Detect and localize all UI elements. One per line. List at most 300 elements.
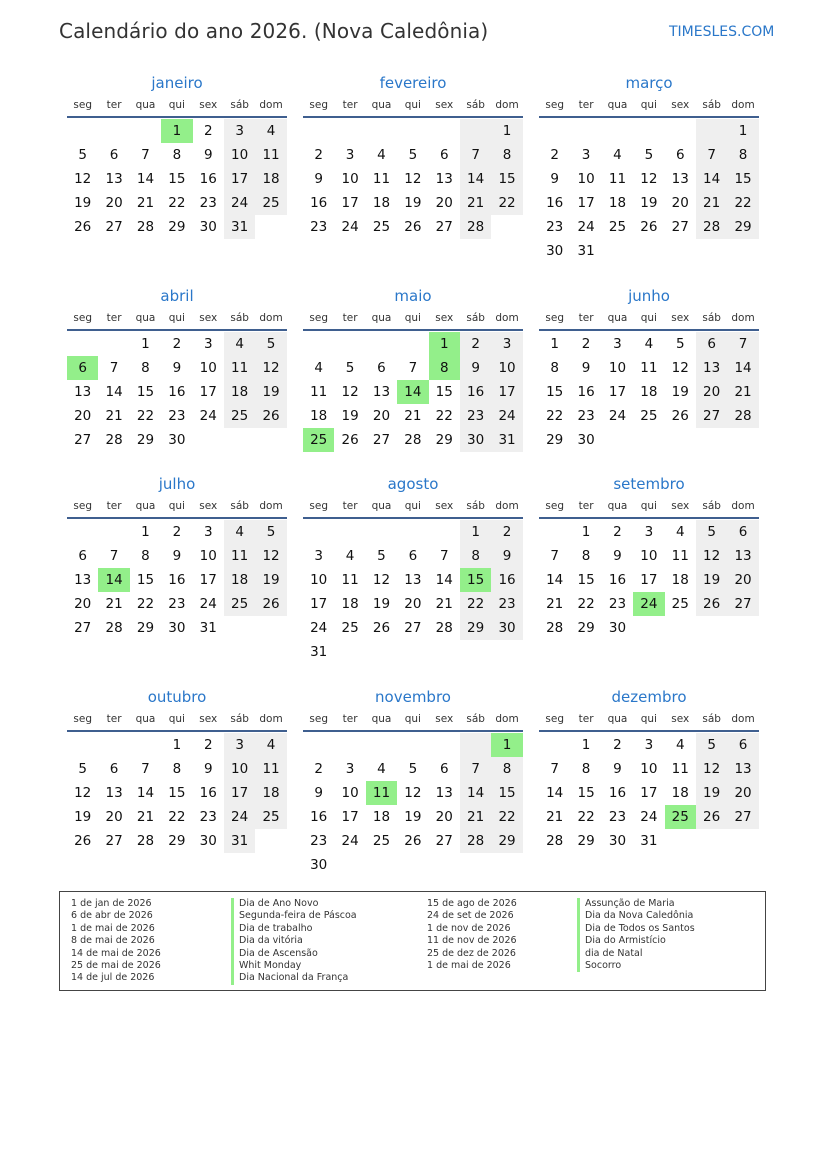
day-cell[interactable]: 23 <box>168 596 186 612</box>
day-cell[interactable]: 23 <box>491 592 522 616</box>
day-cell[interactable]: 2 <box>314 147 323 163</box>
day-cell[interactable]: 18 <box>310 408 328 424</box>
day-cell[interactable]: 22 <box>491 805 522 829</box>
day-cell[interactable]: 22 <box>460 592 491 616</box>
day-cell[interactable]: 28 <box>105 620 123 636</box>
day-cell[interactable]: 17 <box>224 781 255 805</box>
day-cell[interactable]: 9 <box>172 360 182 376</box>
day-cell[interactable]: 1 <box>141 336 150 352</box>
day-cell[interactable]: 12 <box>255 356 286 380</box>
day-cell[interactable]: 25 <box>665 805 696 829</box>
day-cell[interactable]: 2 <box>581 336 591 352</box>
day-cell[interactable]: 6 <box>377 360 386 376</box>
day-cell[interactable]: 15 <box>168 785 186 801</box>
day-cell[interactable]: 30 <box>608 620 627 636</box>
day-cell[interactable]: 13 <box>727 544 758 568</box>
day-cell[interactable]: 29 <box>577 620 595 636</box>
day-cell[interactable]: 22 <box>491 191 522 215</box>
day-cell[interactable]: 4 <box>255 733 286 757</box>
day-cell[interactable]: 7 <box>696 143 727 167</box>
day-cell[interactable]: 8 <box>460 544 491 568</box>
day-cell[interactable]: 12 <box>404 171 422 187</box>
day-cell[interactable]: 27 <box>435 219 453 235</box>
day-cell[interactable]: 23 <box>310 833 328 849</box>
day-cell[interactable]: 28 <box>546 620 564 636</box>
day-cell[interactable]: 10 <box>577 171 595 187</box>
day-cell[interactable]: 11 <box>224 544 255 568</box>
day-cell[interactable]: 26 <box>74 219 92 235</box>
day-cell[interactable]: 3 <box>224 733 255 757</box>
day-cell[interactable]: 15 <box>491 781 522 805</box>
day-cell[interactable]: 12 <box>404 785 422 801</box>
day-cell[interactable]: 6 <box>439 761 449 777</box>
day-cell[interactable]: 9 <box>203 761 213 777</box>
day-cell[interactable]: 24 <box>199 596 217 612</box>
day-cell[interactable]: 27 <box>696 404 727 428</box>
day-cell[interactable]: 17 <box>608 384 627 400</box>
day-cell[interactable]: 30 <box>577 432 595 448</box>
day-cell[interactable]: 10 <box>199 360 217 376</box>
day-cell[interactable]: 14 <box>98 568 129 592</box>
day-cell[interactable]: 20 <box>105 809 123 825</box>
day-cell[interactable]: 24 <box>199 408 217 424</box>
day-cell[interactable]: 12 <box>671 360 689 376</box>
day-cell[interactable]: 2 <box>203 123 213 139</box>
day-cell[interactable]: 8 <box>727 143 758 167</box>
day-cell[interactable]: 1 <box>581 524 591 540</box>
day-cell[interactable]: 16 <box>577 384 595 400</box>
day-cell[interactable]: 14 <box>546 785 564 801</box>
day-cell[interactable]: 30 <box>460 428 491 452</box>
day-cell[interactable]: 21 <box>105 408 123 424</box>
day-cell[interactable]: 18 <box>671 785 689 801</box>
day-cell[interactable]: 13 <box>105 171 123 187</box>
day-cell[interactable]: 18 <box>372 809 391 825</box>
day-cell[interactable]: 8 <box>491 757 522 781</box>
day-cell[interactable]: 20 <box>372 408 391 424</box>
day-cell[interactable]: 8 <box>491 143 522 167</box>
day-cell[interactable]: 18 <box>255 167 286 191</box>
day-cell[interactable]: 17 <box>341 195 359 211</box>
day-cell[interactable]: 10 <box>640 548 658 564</box>
day-cell[interactable]: 8 <box>581 548 591 564</box>
day-cell[interactable]: 28 <box>546 833 564 849</box>
day-cell[interactable]: 14 <box>460 167 491 191</box>
day-cell[interactable]: 8 <box>172 147 182 163</box>
day-cell[interactable]: 22 <box>168 809 186 825</box>
day-cell[interactable]: 27 <box>372 432 391 448</box>
day-cell[interactable]: 5 <box>78 147 87 163</box>
day-cell[interactable]: 10 <box>491 356 522 380</box>
day-cell[interactable]: 24 <box>577 219 595 235</box>
day-cell[interactable]: 5 <box>696 520 727 544</box>
day-cell[interactable]: 4 <box>377 761 386 777</box>
day-cell[interactable]: 11 <box>224 356 255 380</box>
day-cell[interactable]: 24 <box>608 408 627 424</box>
day-cell[interactable]: 26 <box>74 833 92 849</box>
day-cell[interactable]: 23 <box>310 219 328 235</box>
day-cell[interactable]: 15 <box>727 167 758 191</box>
day-cell[interactable]: 29 <box>435 432 453 448</box>
day-cell[interactable]: 15 <box>577 572 595 588</box>
day-cell[interactable]: 10 <box>224 757 255 781</box>
day-cell[interactable]: 22 <box>577 596 595 612</box>
day-cell[interactable]: 6 <box>675 147 685 163</box>
day-cell[interactable]: 24 <box>633 592 664 616</box>
day-cell[interactable]: 14 <box>435 572 453 588</box>
day-cell[interactable]: 15 <box>136 572 155 588</box>
day-cell[interactable]: 7 <box>550 761 559 777</box>
day-cell[interactable]: 7 <box>460 143 491 167</box>
day-cell[interactable]: 25 <box>224 404 255 428</box>
day-cell[interactable]: 26 <box>696 592 727 616</box>
day-cell[interactable]: 4 <box>675 737 685 753</box>
day-cell[interactable]: 13 <box>671 171 689 187</box>
day-cell[interactable]: 28 <box>136 219 155 235</box>
day-cell[interactable]: 24 <box>640 809 658 825</box>
day-cell[interactable]: 16 <box>460 380 491 404</box>
day-cell[interactable]: 26 <box>341 432 359 448</box>
day-cell[interactable]: 28 <box>404 432 422 448</box>
day-cell[interactable]: 12 <box>74 171 92 187</box>
day-cell[interactable]: 15 <box>168 171 186 187</box>
day-cell[interactable]: 21 <box>546 809 564 825</box>
day-cell[interactable]: 3 <box>345 147 355 163</box>
day-cell[interactable]: 1 <box>727 119 758 143</box>
day-cell[interactable]: 11 <box>671 761 689 777</box>
day-cell[interactable]: 16 <box>491 568 522 592</box>
day-cell[interactable]: 28 <box>460 829 491 853</box>
day-cell[interactable]: 3 <box>224 119 255 143</box>
day-cell[interactable]: 21 <box>136 809 155 825</box>
day-cell[interactable]: 1 <box>429 332 460 356</box>
day-cell[interactable]: 17 <box>341 809 359 825</box>
day-cell[interactable]: 5 <box>696 733 727 757</box>
day-cell[interactable]: 6 <box>727 733 758 757</box>
day-cell[interactable]: 25 <box>372 219 391 235</box>
day-cell[interactable]: 3 <box>203 336 213 352</box>
day-cell[interactable]: 24 <box>341 219 359 235</box>
day-cell[interactable]: 14 <box>397 380 428 404</box>
day-cell[interactable]: 1 <box>491 733 522 757</box>
day-cell[interactable]: 5 <box>345 360 355 376</box>
day-cell[interactable]: 20 <box>727 568 758 592</box>
day-cell[interactable]: 27 <box>727 592 758 616</box>
day-cell[interactable]: 20 <box>727 781 758 805</box>
day-cell[interactable]: 11 <box>366 781 397 805</box>
day-cell[interactable]: 6 <box>696 332 727 356</box>
day-cell[interactable]: 15 <box>435 384 453 400</box>
day-cell[interactable]: 5 <box>377 548 386 564</box>
day-cell[interactable]: 23 <box>608 809 627 825</box>
day-cell[interactable]: 28 <box>460 215 491 239</box>
day-cell[interactable]: 3 <box>581 147 591 163</box>
day-cell[interactable]: 1 <box>581 737 591 753</box>
day-cell[interactable]: 9 <box>613 548 622 564</box>
day-cell[interactable]: 14 <box>696 167 727 191</box>
day-cell[interactable]: 2 <box>172 336 182 352</box>
day-cell[interactable]: 20 <box>435 195 453 211</box>
day-cell[interactable]: 12 <box>341 384 359 400</box>
day-cell[interactable]: 31 <box>577 243 595 259</box>
day-cell[interactable]: 30 <box>546 243 564 259</box>
day-cell[interactable]: 18 <box>671 572 689 588</box>
day-cell[interactable]: 7 <box>460 757 491 781</box>
day-cell[interactable]: 1 <box>460 520 491 544</box>
day-cell[interactable]: 24 <box>224 191 255 215</box>
day-cell[interactable]: 2 <box>613 737 622 753</box>
day-cell[interactable]: 27 <box>727 805 758 829</box>
day-cell[interactable]: 26 <box>255 592 286 616</box>
day-cell[interactable]: 22 <box>435 408 453 424</box>
day-cell[interactable]: 21 <box>105 596 123 612</box>
day-cell[interactable]: 5 <box>408 761 418 777</box>
day-cell[interactable]: 13 <box>727 757 758 781</box>
day-cell[interactable]: 29 <box>168 219 186 235</box>
day-cell[interactable]: 20 <box>435 809 453 825</box>
day-cell[interactable]: 30 <box>491 616 522 640</box>
day-cell[interactable]: 18 <box>224 380 255 404</box>
day-cell[interactable]: 26 <box>404 219 422 235</box>
day-cell[interactable]: 9 <box>613 761 622 777</box>
day-cell[interactable]: 21 <box>136 195 155 211</box>
day-cell[interactable]: 7 <box>439 548 449 564</box>
day-cell[interactable]: 2 <box>203 737 213 753</box>
day-cell[interactable]: 8 <box>550 360 559 376</box>
day-cell[interactable]: 30 <box>168 620 186 636</box>
day-cell[interactable]: 7 <box>408 360 418 376</box>
day-cell[interactable]: 21 <box>460 191 491 215</box>
day-cell[interactable]: 16 <box>168 572 186 588</box>
day-cell[interactable]: 15 <box>577 785 595 801</box>
day-cell[interactable]: 6 <box>109 147 119 163</box>
day-cell[interactable]: 19 <box>74 809 92 825</box>
day-cell[interactable]: 26 <box>372 620 391 636</box>
day-cell[interactable]: 19 <box>404 809 422 825</box>
day-cell[interactable]: 30 <box>199 833 217 849</box>
day-cell[interactable]: 26 <box>404 833 422 849</box>
day-cell[interactable]: 25 <box>640 408 658 424</box>
day-cell[interactable]: 21 <box>546 596 564 612</box>
day-cell[interactable]: 1 <box>550 336 559 352</box>
day-cell[interactable]: 8 <box>429 356 460 380</box>
brand-link[interactable]: TIMESLES.COM <box>669 24 775 40</box>
day-cell[interactable]: 27 <box>74 432 92 448</box>
day-cell[interactable]: 19 <box>696 568 727 592</box>
day-cell[interactable]: 22 <box>168 195 186 211</box>
day-cell[interactable]: 10 <box>608 360 627 376</box>
day-cell[interactable]: 3 <box>314 548 323 564</box>
day-cell[interactable]: 30 <box>199 219 217 235</box>
day-cell[interactable]: 27 <box>74 620 92 636</box>
day-cell[interactable]: 27 <box>404 620 422 636</box>
day-cell[interactable]: 4 <box>345 548 355 564</box>
day-cell[interactable]: 13 <box>696 356 727 380</box>
day-cell[interactable]: 6 <box>109 761 119 777</box>
day-cell[interactable]: 16 <box>608 785 627 801</box>
day-cell[interactable]: 19 <box>696 781 727 805</box>
day-cell[interactable]: 25 <box>341 620 359 636</box>
day-cell[interactable]: 4 <box>255 119 286 143</box>
day-cell[interactable]: 9 <box>491 544 522 568</box>
day-cell[interactable]: 22 <box>727 191 758 215</box>
day-cell[interactable]: 1 <box>161 119 192 143</box>
day-cell[interactable]: 9 <box>314 171 323 187</box>
day-cell[interactable]: 12 <box>372 572 391 588</box>
day-cell[interactable]: 4 <box>675 524 685 540</box>
day-cell[interactable]: 3 <box>613 336 622 352</box>
day-cell[interactable]: 18 <box>608 195 627 211</box>
day-cell[interactable]: 20 <box>404 596 422 612</box>
day-cell[interactable]: 15 <box>136 384 155 400</box>
day-cell[interactable]: 13 <box>74 384 92 400</box>
day-cell[interactable]: 13 <box>404 572 422 588</box>
day-cell[interactable]: 19 <box>74 195 92 211</box>
day-cell[interactable]: 17 <box>640 572 658 588</box>
day-cell[interactable]: 24 <box>341 833 359 849</box>
day-cell[interactable]: 28 <box>696 215 727 239</box>
day-cell[interactable]: 30 <box>310 857 328 873</box>
day-cell[interactable]: 3 <box>203 524 213 540</box>
day-cell[interactable]: 14 <box>727 356 758 380</box>
day-cell[interactable]: 19 <box>255 380 286 404</box>
day-cell[interactable]: 16 <box>310 809 328 825</box>
day-cell[interactable]: 2 <box>314 761 323 777</box>
day-cell[interactable]: 12 <box>640 171 658 187</box>
day-cell[interactable]: 21 <box>727 380 758 404</box>
day-cell[interactable]: 4 <box>224 520 255 544</box>
day-cell[interactable]: 17 <box>199 572 217 588</box>
day-cell[interactable]: 18 <box>341 596 359 612</box>
day-cell[interactable]: 9 <box>203 147 213 163</box>
day-cell[interactable]: 25 <box>671 596 689 612</box>
day-cell[interactable]: 5 <box>644 147 654 163</box>
day-cell[interactable]: 29 <box>546 432 564 448</box>
day-cell[interactable]: 11 <box>608 171 627 187</box>
day-cell[interactable]: 8 <box>581 761 591 777</box>
day-cell[interactable]: 16 <box>199 785 217 801</box>
day-cell[interactable]: 17 <box>199 384 217 400</box>
day-cell[interactable]: 29 <box>168 833 186 849</box>
day-cell[interactable]: 17 <box>491 380 522 404</box>
day-cell[interactable]: 2 <box>491 520 522 544</box>
day-cell[interactable]: 23 <box>199 195 217 211</box>
day-cell[interactable]: 5 <box>408 147 418 163</box>
day-cell[interactable]: 2 <box>460 332 491 356</box>
day-cell[interactable]: 7 <box>550 548 559 564</box>
day-cell[interactable]: 16 <box>310 195 328 211</box>
day-cell[interactable]: 22 <box>546 408 564 424</box>
day-cell[interactable]: 20 <box>696 380 727 404</box>
day-cell[interactable]: 11 <box>640 360 658 376</box>
day-cell[interactable]: 28 <box>105 432 123 448</box>
day-cell[interactable]: 23 <box>199 809 217 825</box>
day-cell[interactable]: 2 <box>550 147 559 163</box>
day-cell[interactable]: 8 <box>141 548 150 564</box>
day-cell[interactable]: 6 <box>67 356 98 380</box>
day-cell[interactable]: 11 <box>310 384 328 400</box>
day-cell[interactable]: 28 <box>435 620 453 636</box>
day-cell[interactable]: 12 <box>255 544 286 568</box>
day-cell[interactable]: 24 <box>310 620 328 636</box>
day-cell[interactable]: 5 <box>255 520 286 544</box>
day-cell[interactable]: 10 <box>199 548 217 564</box>
day-cell[interactable]: 25 <box>303 428 334 452</box>
day-cell[interactable]: 21 <box>435 596 453 612</box>
day-cell[interactable]: 11 <box>255 757 286 781</box>
day-cell[interactable]: 6 <box>727 520 758 544</box>
day-cell[interactable]: 19 <box>255 568 286 592</box>
day-cell[interactable]: 21 <box>460 805 491 829</box>
day-cell[interactable]: 14 <box>460 781 491 805</box>
day-cell[interactable]: 3 <box>345 761 355 777</box>
day-cell[interactable]: 19 <box>640 195 658 211</box>
day-cell[interactable]: 5 <box>675 336 685 352</box>
day-cell[interactable]: 9 <box>172 548 182 564</box>
day-cell[interactable]: 20 <box>105 195 123 211</box>
day-cell[interactable]: 29 <box>136 432 155 448</box>
day-cell[interactable]: 31 <box>224 215 255 239</box>
day-cell[interactable]: 12 <box>696 544 727 568</box>
day-cell[interactable]: 31 <box>491 428 522 452</box>
day-cell[interactable]: 20 <box>671 195 689 211</box>
day-cell[interactable]: 21 <box>404 408 422 424</box>
day-cell[interactable]: 9 <box>550 171 559 187</box>
day-cell[interactable]: 23 <box>460 404 491 428</box>
day-cell[interactable]: 27 <box>671 219 689 235</box>
day-cell[interactable]: 4 <box>377 147 386 163</box>
day-cell[interactable]: 7 <box>109 360 119 376</box>
day-cell[interactable]: 26 <box>671 408 689 424</box>
day-cell[interactable]: 7 <box>141 147 150 163</box>
day-cell[interactable]: 19 <box>341 408 359 424</box>
day-cell[interactable]: 31 <box>199 620 217 636</box>
day-cell[interactable]: 15 <box>491 167 522 191</box>
day-cell[interactable]: 25 <box>255 805 286 829</box>
day-cell[interactable]: 1 <box>491 119 522 143</box>
day-cell[interactable]: 14 <box>136 171 155 187</box>
day-cell[interactable]: 31 <box>640 833 658 849</box>
day-cell[interactable]: 18 <box>372 195 391 211</box>
day-cell[interactable]: 3 <box>644 737 654 753</box>
day-cell[interactable]: 16 <box>168 384 186 400</box>
day-cell[interactable]: 22 <box>136 596 155 612</box>
day-cell[interactable]: 13 <box>372 384 391 400</box>
day-cell[interactable]: 29 <box>577 833 595 849</box>
day-cell[interactable]: 16 <box>608 572 627 588</box>
day-cell[interactable]: 27 <box>105 833 123 849</box>
day-cell[interactable]: 17 <box>224 167 255 191</box>
day-cell[interactable]: 24 <box>224 805 255 829</box>
day-cell[interactable]: 1 <box>141 524 150 540</box>
day-cell[interactable]: 3 <box>491 332 522 356</box>
day-cell[interactable]: 5 <box>255 332 286 356</box>
day-cell[interactable]: 31 <box>224 829 255 853</box>
day-cell[interactable]: 8 <box>141 360 150 376</box>
day-cell[interactable]: 19 <box>372 596 391 612</box>
day-cell[interactable]: 26 <box>696 805 727 829</box>
day-cell[interactable]: 29 <box>727 215 758 239</box>
day-cell[interactable]: 30 <box>168 432 186 448</box>
day-cell[interactable]: 4 <box>644 336 654 352</box>
day-cell[interactable]: 12 <box>74 785 92 801</box>
day-cell[interactable]: 15 <box>546 384 564 400</box>
day-cell[interactable]: 18 <box>640 384 658 400</box>
day-cell[interactable]: 8 <box>172 761 182 777</box>
day-cell[interactable]: 11 <box>255 143 286 167</box>
day-cell[interactable]: 4 <box>224 332 255 356</box>
day-cell[interactable]: 2 <box>172 524 182 540</box>
